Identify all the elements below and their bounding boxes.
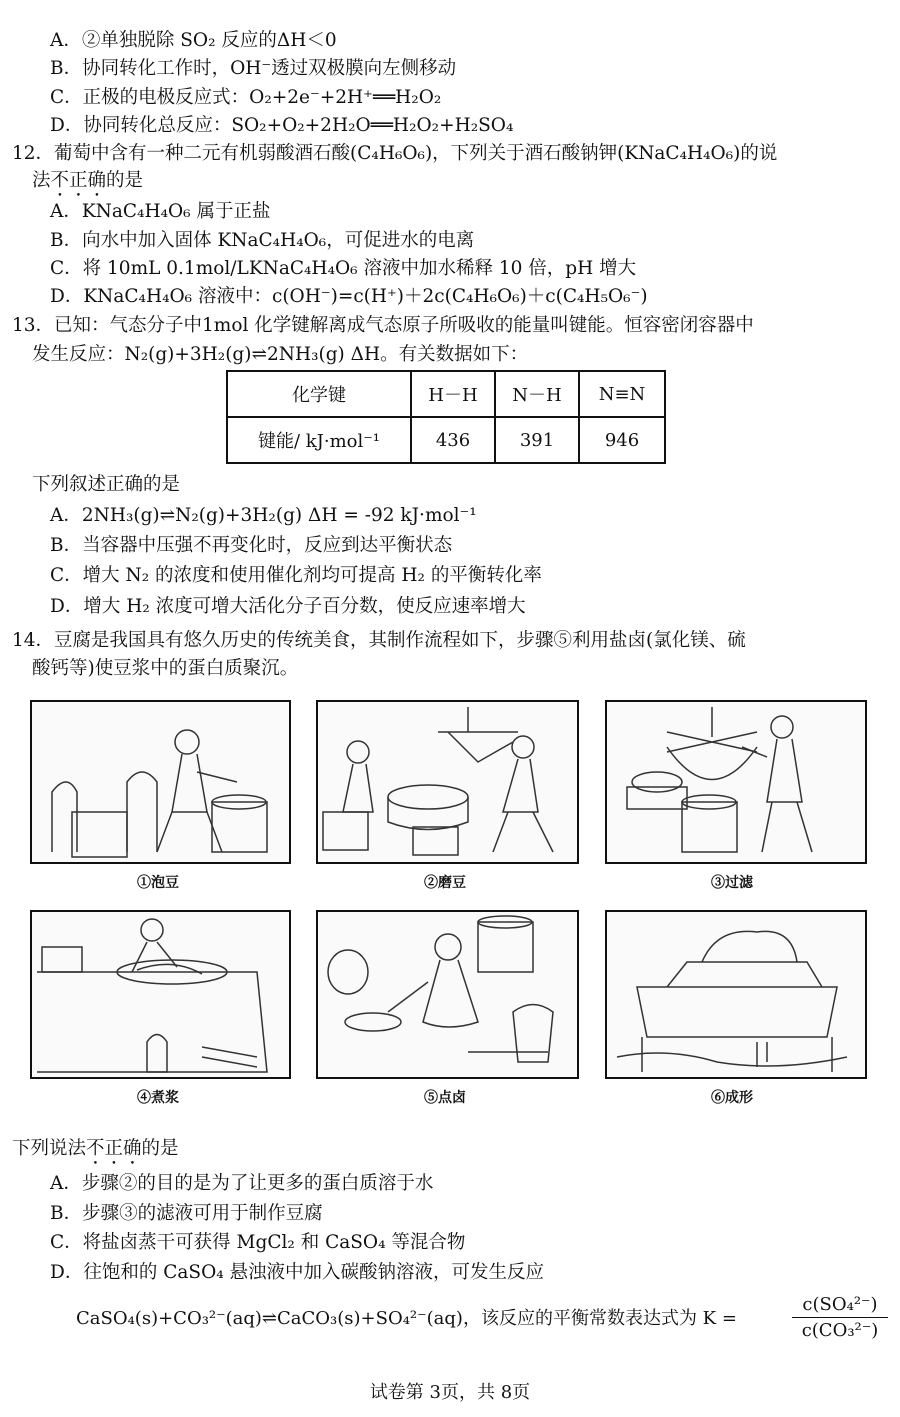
fraction-numerator: c(SO₄²⁻): [802, 1294, 878, 1315]
page-footer: 试卷第 3页，共 8页: [369, 1382, 531, 1403]
soak-beans-illustration: [32, 702, 289, 862]
figure-shape-tofu: [605, 910, 867, 1079]
table-energy-nn: 946: [579, 417, 665, 463]
grind-beans-illustration: [318, 702, 577, 862]
q12-stem-line1: 12．葡萄中含有一种二元有机弱酸酒石酸(C₄H₆O₆)，下列关于酒石酸钠钾(KNaC₄H₄O₆)的说: [12, 143, 778, 164]
table-row-label: 键能/ kJ·mol⁻¹: [227, 417, 411, 463]
q14-prompt-suffix: 的是: [141, 1138, 179, 1159]
q14-prompt: [12, 1136, 179, 1169]
q12-option-b: B．向水中加入固体 KNaC₄H₄O₆，可促进水的电离: [50, 230, 475, 251]
filter-illustration: [607, 702, 865, 862]
step-caption-6: ⑥成形: [711, 1090, 753, 1106]
fraction-bar: [792, 1317, 888, 1318]
equilibrium-fraction: [792, 1294, 888, 1341]
figure-filter: [605, 700, 867, 864]
q11-option-a: A．②单独脱除 SO₂ 反应的ΔH＜0: [50, 30, 337, 51]
fraction-denominator: c(CO₃²⁻): [801, 1320, 879, 1341]
q13-option-a: A．2NH₃(g)⇌N₂(g)+3H₂(g) ΔH = -92 kJ·mol⁻¹: [50, 505, 477, 526]
add-brine-illustration: [318, 912, 577, 1077]
q11-option-d: D．协同转化总反应：SO₂+O₂+2H₂O══H₂O₂+H₂SO₄: [50, 115, 514, 136]
step-caption-4: ④煮浆: [137, 1090, 179, 1106]
q14-stem-line1: 14．豆腐是我国具有悠久历史的传统美食，其制作流程如下，步骤⑤利用盐卤(氯化镁、硫: [12, 630, 746, 651]
q13-option-d: D．增大 H₂ 浓度可增大活化分子百分数，使反应速率增大: [50, 596, 526, 617]
q13-option-b: B．当容器中压强不再变化时，反应到达平衡状态: [50, 535, 453, 556]
q12-stem-emphasis: 不正确: [50, 170, 107, 191]
table-bond-hh: H－H: [411, 371, 495, 417]
step-caption-5: ⑤点卤: [424, 1090, 466, 1106]
q13-stem-line1: 13．已知：气态分子中1mol 化学键解离成气态原子所吸收的能量叫键能。恒容密闭容器中: [12, 315, 754, 336]
table-energy-nh: 391: [495, 417, 579, 463]
step-caption-1: ①泡豆: [137, 875, 179, 891]
q14-stem-line2: 酸钙等)使豆浆中的蛋白质聚沉。: [32, 658, 299, 679]
table-bond-nh: N－H: [495, 371, 579, 417]
shape-tofu-illustration: [607, 912, 865, 1077]
step-caption-3: ③过滤: [711, 875, 753, 891]
q13-stem-line2: 发生反应：N₂(g)+3H₂(g)⇌2NH₃(g) ΔH。有关数据如下：: [32, 344, 529, 365]
q14-option-c: C．将盐卤蒸干可获得 MgCl₂ 和 CaSO₄ 等混合物: [50, 1232, 466, 1253]
q12-option-d: D．KNaC₄H₄O₆ 溶液中：c(OH⁻)=c(H⁺)＋2c(C₄H₆O₆)＋c(C₄H₅O₆⁻): [50, 286, 648, 307]
q14-prompt-prefix: 下列说法: [12, 1138, 87, 1159]
q14-option-a: A．步骤②的目的是为了让更多的蛋白质溶于水: [50, 1173, 434, 1194]
q13-option-c: C．增大 N₂ 的浓度和使用催化剂均可提高 H₂ 的平衡转化率: [50, 565, 542, 586]
q14-option-b: B．步骤③的滤液可用于制作豆腐: [50, 1203, 323, 1224]
q14-prompt-emphasis: 不正确: [86, 1138, 142, 1159]
figure-add-brine: [316, 910, 579, 1079]
q12-stem-suffix: 的是: [106, 170, 144, 191]
q13-prompt: 下列叙述正确的是: [32, 474, 181, 495]
table-header-label: 化学键: [227, 371, 411, 417]
figure-soak-beans: [30, 700, 291, 864]
table-energy-hh: 436: [411, 417, 495, 463]
figure-boil-milk: [30, 910, 291, 1079]
q14-option-d: D．往饱和的 CaSO₄ 悬浊液中加入碳酸钠溶液，可发生反应: [50, 1262, 545, 1283]
q12-option-a: A．KNaC₄H₄O₆ 属于正盐: [50, 201, 271, 222]
table-row-energy: [227, 417, 665, 463]
boil-milk-illustration: [32, 912, 289, 1077]
q12-option-c: C．将 10mL 0.1mol/LKNaC₄H₄O₆ 溶液中加水稀释 10 倍，pH 增大: [50, 258, 637, 279]
bond-energy-table: [226, 370, 666, 464]
table-bond-nn: N≡N: [579, 371, 665, 417]
table-row-header: [227, 371, 665, 417]
q12-stem-prefix: 法: [32, 170, 51, 191]
q14-equation: CaSO₄(s)+CO₃²⁻(aq)⇌CaCO₃(s)+SO₄²⁻(aq)，该反应的平衡常数表达式为 K =: [76, 1308, 737, 1329]
q11-option-c: C．正极的电极反应式：O₂+2e⁻+2H⁺══H₂O₂: [50, 87, 442, 108]
q12-stem-line2: [32, 168, 143, 201]
q11-option-b: B．协同转化工作时，OH⁻透过双极膜向左侧移动: [50, 58, 457, 79]
step-caption-2: ②磨豆: [424, 875, 466, 891]
figure-grind-beans: [316, 700, 579, 864]
